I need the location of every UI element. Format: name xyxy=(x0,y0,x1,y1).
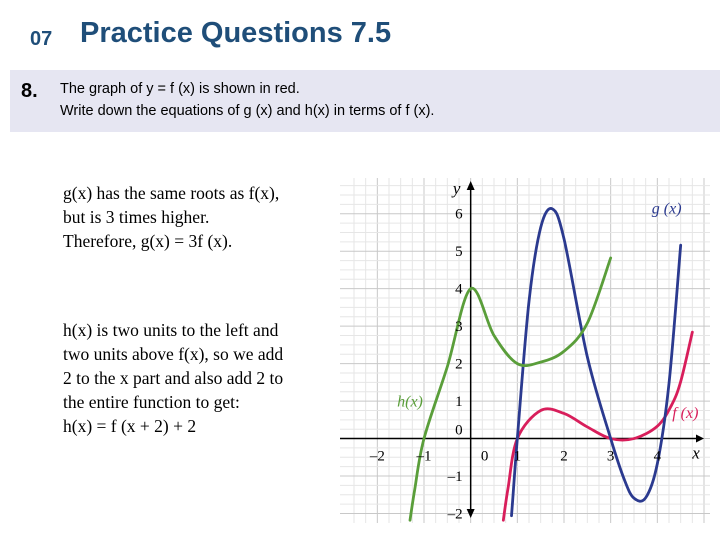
y-tick-label: 6 xyxy=(455,206,463,223)
explanation-g-line: but is 3 times higher. xyxy=(63,207,210,227)
question-line-2: Write down the equations of g (x) and h(x) in terms of f (x). xyxy=(60,103,435,119)
explanation-h xyxy=(63,318,283,438)
question-line-1: The graph of y = f (x) is shown in red. xyxy=(60,81,300,97)
x-axis-arrow xyxy=(696,435,704,443)
explanation-h-line: h(x) is two units to the left and xyxy=(63,320,279,340)
y-tick-label: –1 xyxy=(447,469,463,486)
y-tick-label: 4 xyxy=(455,281,463,298)
question-number: 8. xyxy=(21,80,38,102)
explanation-g-line: Therefore, g(x) = 3f (x). xyxy=(63,231,233,251)
x-tick-label: –1 xyxy=(416,448,432,465)
series-label-g: g (x) xyxy=(651,200,682,218)
x-tick-label: 2 xyxy=(560,448,568,465)
page-title: Practice Questions 7.5 xyxy=(80,17,392,49)
x-tick-label: –2 xyxy=(369,448,385,465)
function-graph xyxy=(340,178,710,523)
x-tick-label: 1 xyxy=(513,448,522,465)
section-number: 07 xyxy=(30,28,53,50)
y-axis-label: y xyxy=(452,179,461,198)
explanation-g-line: g(x) has the same roots as f(x), xyxy=(63,183,280,203)
x-axis-label: x xyxy=(692,443,700,463)
origin-label: 0 xyxy=(455,422,463,439)
question-box xyxy=(10,70,720,132)
x-tick-label: 4 xyxy=(653,448,662,465)
explanation-h-line: 2 to the x part and also add 2 to xyxy=(63,368,284,388)
x-tick-label: 0 xyxy=(480,448,489,465)
y-tick-label: –2 xyxy=(447,506,463,523)
y-tick-label: 3 xyxy=(455,319,463,336)
explanation-g xyxy=(63,181,279,253)
x-tick-label: 3 xyxy=(606,448,615,465)
explanation-h-line: h(x) = f (x + 2) + 2 xyxy=(63,416,197,436)
series-label-h: h(x) xyxy=(397,393,423,411)
explanation-h-line: two units above f(x), so we add xyxy=(63,344,284,364)
y-tick-label: 2 xyxy=(455,356,463,373)
y-tick-label: 5 xyxy=(455,244,463,261)
explanation-h-line: the entire function to get: xyxy=(63,392,240,412)
y-tick-label: 1 xyxy=(455,394,463,411)
series-label-f: f (x) xyxy=(672,404,699,422)
